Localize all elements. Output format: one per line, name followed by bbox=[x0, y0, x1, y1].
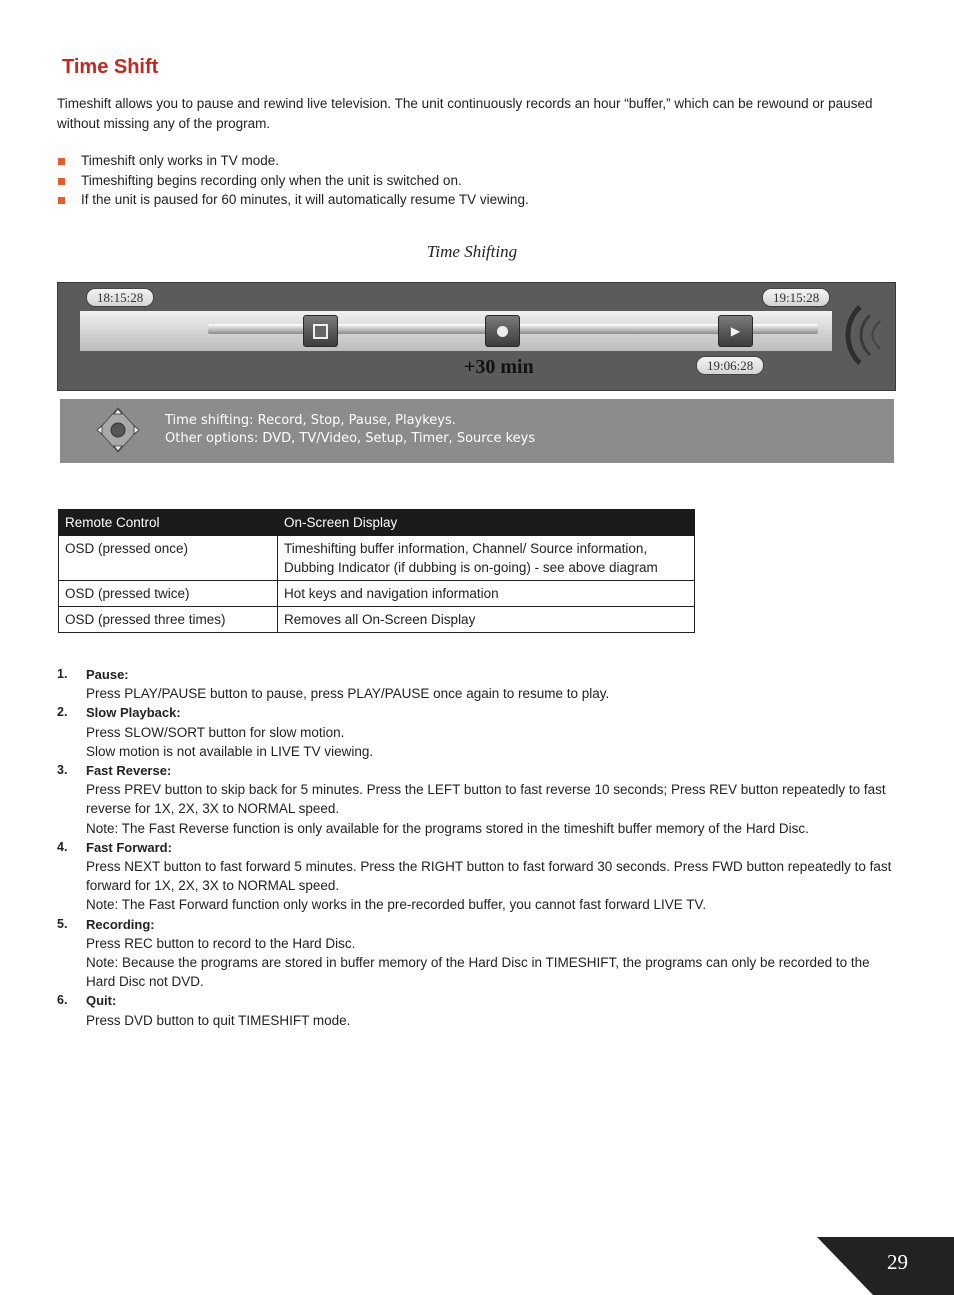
progress-track bbox=[80, 311, 832, 351]
list-item: 6. Quit: Press DVD button to quit TIMESHIFT mode. bbox=[57, 993, 351, 1028]
delay-indicator: +30 min bbox=[464, 356, 534, 378]
current-time-label: 19:06:28 bbox=[696, 356, 764, 375]
list-item: If the unit is paused for 60 minutes, it will automatically resume TV viewing. bbox=[57, 190, 529, 210]
hint-line-1: Time shifting: Record, Stop, Pause, Playkeys. bbox=[165, 413, 456, 428]
list-item: 5. Recording: Press REC button to record to the Hard Disc. Note: Because the programs are stored in buffer memory of the Hard Disc in TIMESHIFT, the programs can only be recorded to the Hard Disc not DVD. bbox=[57, 916, 870, 990]
table-row bbox=[59, 536, 695, 581]
table-cell: OSD (pressed twice) bbox=[59, 581, 278, 607]
page-number: 29 bbox=[887, 1250, 908, 1274]
list-item: 2. Slow Playback: Press SLOW/SORT button for slow motion. Slow motion is not available in LIVE TV viewing. bbox=[57, 705, 374, 759]
column-header: On-Screen Display bbox=[278, 510, 695, 536]
bullet-square-icon bbox=[58, 178, 65, 185]
bullet-square-icon bbox=[58, 197, 65, 204]
table-cell: Timeshifting buffer information, Channel/ Source information, Dubbing Indicator (if dubbing is on-going) - see above diagram bbox=[278, 536, 695, 581]
end-time-label: 19:15:28 bbox=[762, 288, 830, 307]
dpad-icon bbox=[94, 406, 142, 454]
steps-list bbox=[57, 665, 897, 1030]
page-title: Time Shift bbox=[62, 56, 159, 78]
pause-icon bbox=[485, 315, 520, 347]
page-number-tab bbox=[817, 1237, 954, 1295]
intro-paragraph: Timeshift allows you to pause and rewind live television. The unit continuously records an hour “buffer,” which can be rewound or paused without missing any of the program. bbox=[57, 96, 873, 131]
column-header: Remote Control bbox=[59, 510, 278, 536]
list-item: Timeshift only works in TV mode. bbox=[57, 151, 529, 171]
notes-list bbox=[57, 151, 529, 210]
hint-text bbox=[165, 412, 535, 448]
timeshift-osd-panel bbox=[57, 282, 896, 391]
osd-table bbox=[58, 509, 695, 633]
list-item: 3. Fast Reverse: Press PREV button to skip back for 5 minutes. Press the LEFT button to fast reverse 10 seconds; Press REV button repeatedly to fast reverse for 1X, 2X, 3X to NORMAL speed. Note: The Fast Reverse function is only available for the programs stored in the timeshift buffer memory of the Hard Disc. bbox=[57, 763, 886, 836]
list-item: 1. Pause: Press PLAY/PAUSE button to pause, press PLAY/PAUSE once again to resume to play. bbox=[57, 667, 610, 702]
bullet-square-icon bbox=[58, 158, 65, 165]
table-cell: OSD (pressed three times) bbox=[59, 607, 278, 633]
table-cell: Removes all On-Screen Display bbox=[278, 607, 695, 633]
start-time-label: 18:15:28 bbox=[86, 288, 154, 307]
list-item: Timeshifting begins recording only when the unit is switched on. bbox=[57, 171, 529, 191]
signal-icon bbox=[838, 301, 888, 369]
table-header-row bbox=[59, 510, 695, 536]
play-icon: ▶ bbox=[718, 315, 753, 347]
hint-bar bbox=[60, 399, 894, 463]
table-row bbox=[59, 581, 695, 607]
table-cell: Hot keys and navigation information bbox=[278, 581, 695, 607]
hint-line-2: Other options: DVD, TV/Video, Setup, Timer, Source keys bbox=[165, 431, 536, 446]
list-item: 4. Fast Forward: Press NEXT button to fast forward 5 minutes. Press the RIGHT button to fast forward 30 seconds. Press FWD button repeatedly to fast forward for 1X, 2X, 3X to NORMAL speed. Note: The Fast Forward function only works in the pre-recorded buffer, you cannot fast forward LIVE TV. bbox=[57, 839, 892, 913]
table-row bbox=[59, 607, 695, 633]
table-cell: OSD (pressed once) bbox=[59, 536, 278, 581]
figure-caption: Time Shifting bbox=[426, 242, 518, 261]
stop-icon bbox=[303, 315, 338, 347]
